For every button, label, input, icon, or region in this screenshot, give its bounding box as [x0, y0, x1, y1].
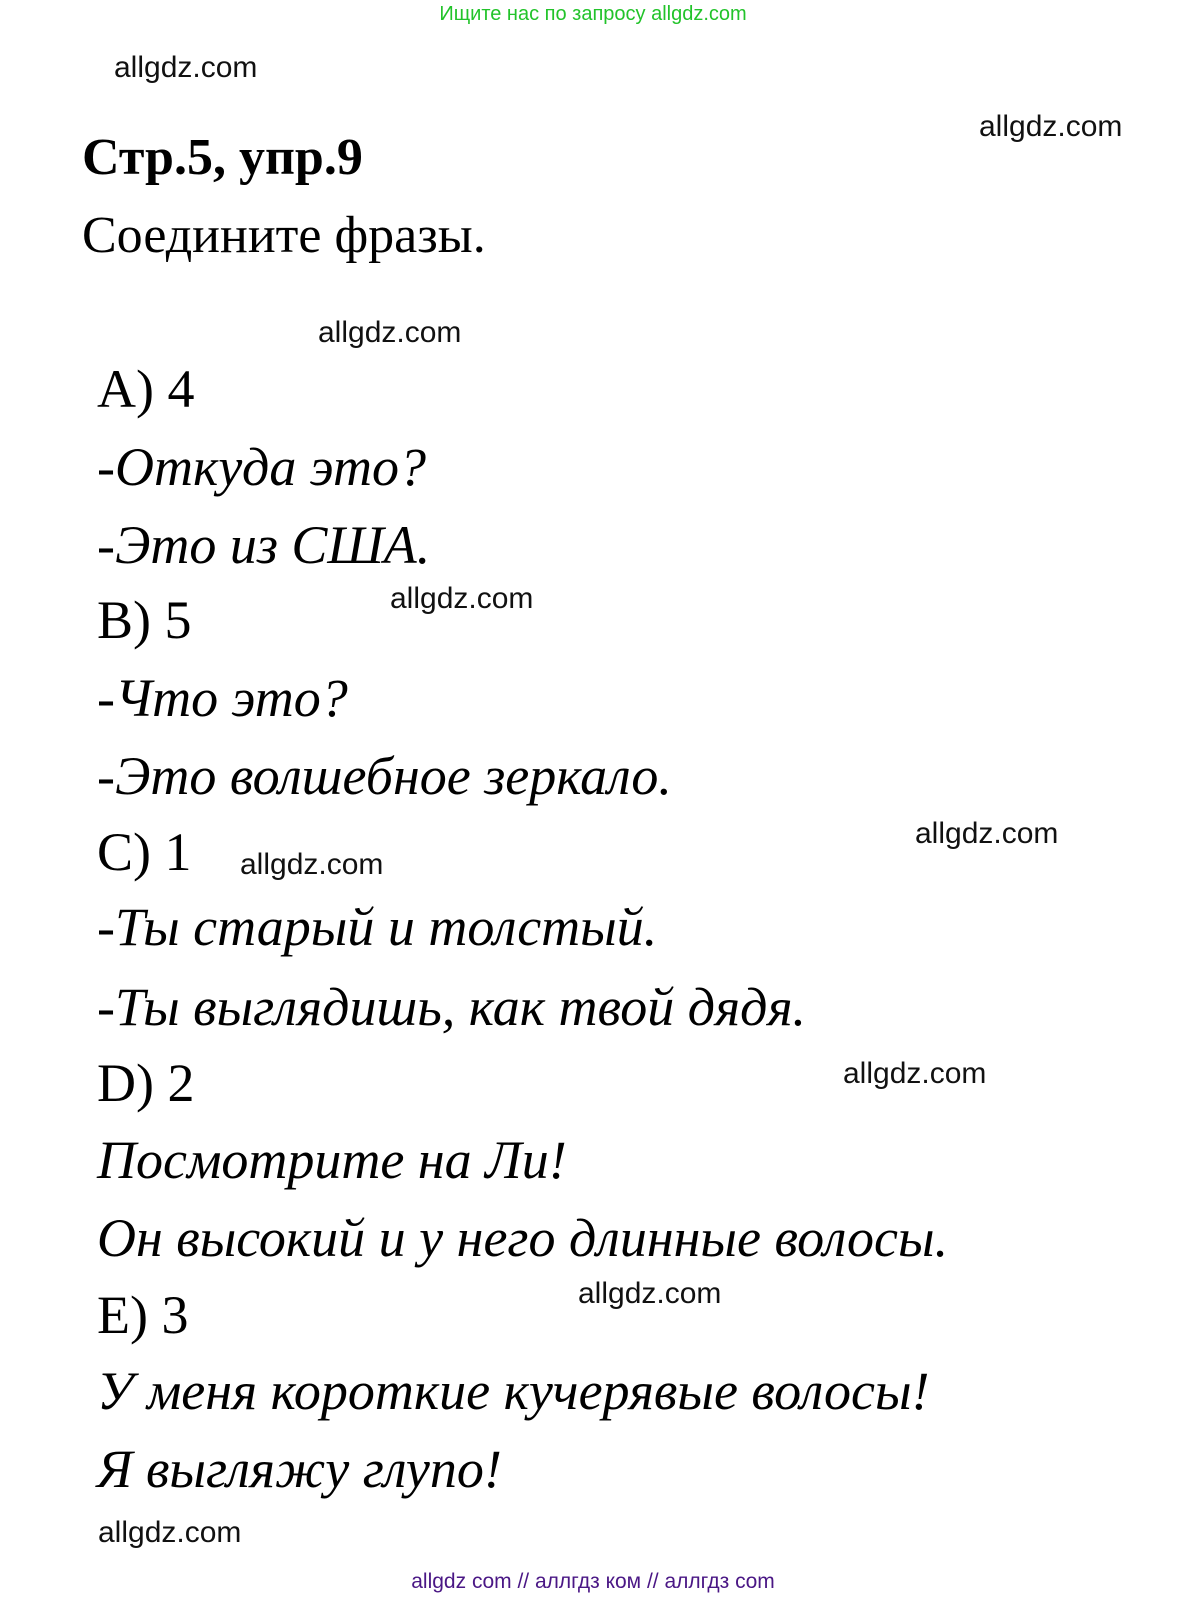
answer-label: D) 2 [97, 1053, 195, 1113]
answer-line: У меня короткие кучерявые волосы! [97, 1361, 930, 1421]
watermark: allgdz.com [915, 817, 1059, 850]
watermark: allgdz.com [578, 1277, 722, 1310]
watermark: allgdz.com [390, 582, 534, 615]
answer-line: -Это из США. [97, 515, 431, 575]
answer-label: E) 3 [97, 1285, 189, 1345]
watermark: allgdz.com [240, 848, 384, 881]
instruction: Соедините фразы. [82, 207, 486, 264]
answer-label: C) 1 [97, 822, 192, 882]
answer-line: Он высокий и у него длинные волосы. [97, 1208, 949, 1268]
search-banner[interactable]: Ищите нас по запросу allgdz.com [439, 3, 747, 25]
watermark: allgdz.com [843, 1057, 987, 1090]
watermark: allgdz.com [318, 316, 462, 349]
footer-links[interactable]: allgdz com // аллгдз ком // аллгдз com [411, 1570, 775, 1593]
page-title: Стр.5, упр.9 [82, 129, 363, 186]
answer-line: -Ты выглядишь, как твой дядя. [97, 977, 807, 1037]
answer-line: -Откуда это? [97, 437, 426, 497]
answer-line: Посмотрите на Ли! [97, 1130, 567, 1190]
answer-line: -Ты старый и толстый. [97, 897, 658, 957]
watermark: allgdz.com [98, 1516, 242, 1549]
answer-line: Я выгляжу глупо! [97, 1439, 502, 1499]
answer-line: -Это волшебное зеркало. [97, 746, 672, 806]
answer-label: B) 5 [97, 590, 192, 650]
answer-line: -Что это? [97, 668, 348, 728]
watermark: allgdz.com [114, 51, 258, 84]
answer-label: A) 4 [97, 359, 195, 419]
watermark: allgdz.com [979, 110, 1123, 143]
